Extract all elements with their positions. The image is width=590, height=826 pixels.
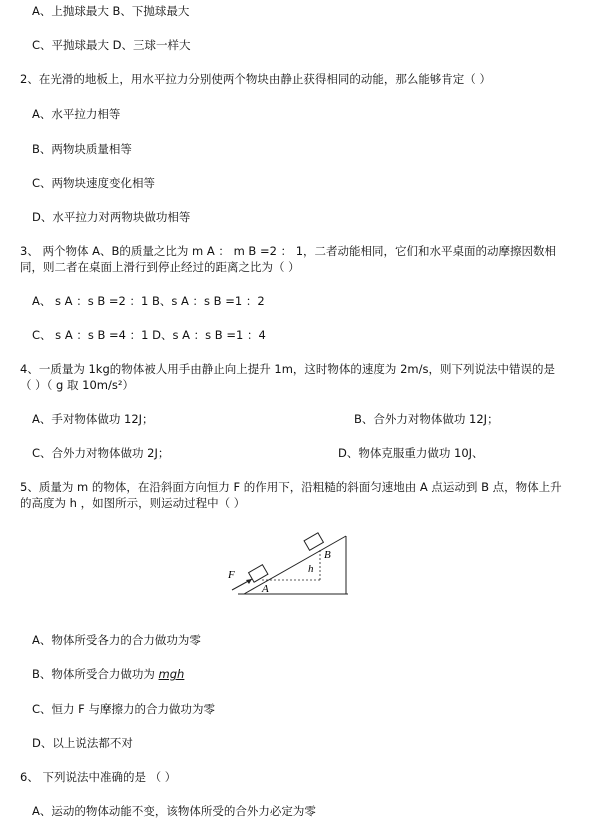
- label-f: F: [228, 569, 235, 581]
- q5-option-b-text: B、物体所受合力做功为: [32, 667, 159, 681]
- block-at-b: [304, 533, 323, 551]
- question-5: 5、质量为 m 的物体，在沿斜面方向恒力 F 的作用下，沿粗糙的斜面匀速地由 A 点运动到 B 点，物体上升的高度为 h ，如图所示，则运动过程中（ ）: [20, 480, 562, 510]
- q4-option-d: D、物体克服重力做功 10J、: [338, 446, 484, 460]
- q4-option-b: B、合外力对物体做功 12J；: [354, 412, 499, 426]
- q2-option-b: B、两物块质量相等: [32, 142, 132, 156]
- q5-option-a: A、物体所受各力的合力做功为零: [32, 633, 201, 647]
- label-b: B: [324, 549, 331, 561]
- q3-options-cd: C、 s A ：s B =4 ：1 D、s A ：s B =1 ：4: [32, 328, 266, 342]
- q4-option-a: A、手对物体做功 12J；: [32, 412, 154, 426]
- q2-option-a: A、水平拉力相等: [32, 107, 121, 121]
- q6-option-a: A、运动的物体动能不变，该物体所受的合外力必定为零: [32, 804, 316, 818]
- question-2: 2、在光滑的地板上，用水平拉力分别使两个物块由静止获得相同的动能，那么能够肯定（ ）: [20, 72, 491, 86]
- question-6: 6、 下列说法中准确的是 （ ）: [20, 770, 177, 784]
- q5-option-b: [32, 666, 184, 682]
- q2-option-d: D、水平拉力对两物块做功相等: [32, 210, 191, 224]
- label-a: A: [262, 583, 269, 595]
- incline-figure: [224, 530, 354, 600]
- q5-option-b-mgh: mgh: [158, 667, 185, 681]
- q1-options-ab: A、上抛球最大 B、下抛球最大: [32, 4, 190, 18]
- q5-option-c: C、恒力 F 与摩擦力的合力做功为零: [32, 702, 215, 716]
- q4-option-c: C、合外力对物体做功 2J；: [32, 446, 170, 460]
- question-3: 3、 两个物体 A、B的质量之比为 m A ： m B =2 ： 1，二者动能相同，它们和水平桌面的动摩擦因数相同，则二者在桌面上滑行到停止经过的距离之比为（ ）: [20, 244, 557, 274]
- label-h: h: [308, 563, 314, 575]
- question-4: 4、一质量为 1kg的物体被人用手由静止向上提升 1m，这时物体的速度为 2m/s，则下列说法中错误的是 （ ）（ g 取 10m/s²）: [20, 362, 555, 392]
- q2-option-c: C、两物块速度变化相等: [32, 176, 156, 190]
- incline-surface: [244, 536, 346, 594]
- q1-options-cd: C、平抛球最大 D、三球一样大: [32, 38, 191, 52]
- q5-option-d: D、以上说法都不对: [32, 736, 133, 750]
- q3-options-ab: A、 s A ：s B =2 ：1 B、s A ：s B =1 ：2: [32, 294, 265, 308]
